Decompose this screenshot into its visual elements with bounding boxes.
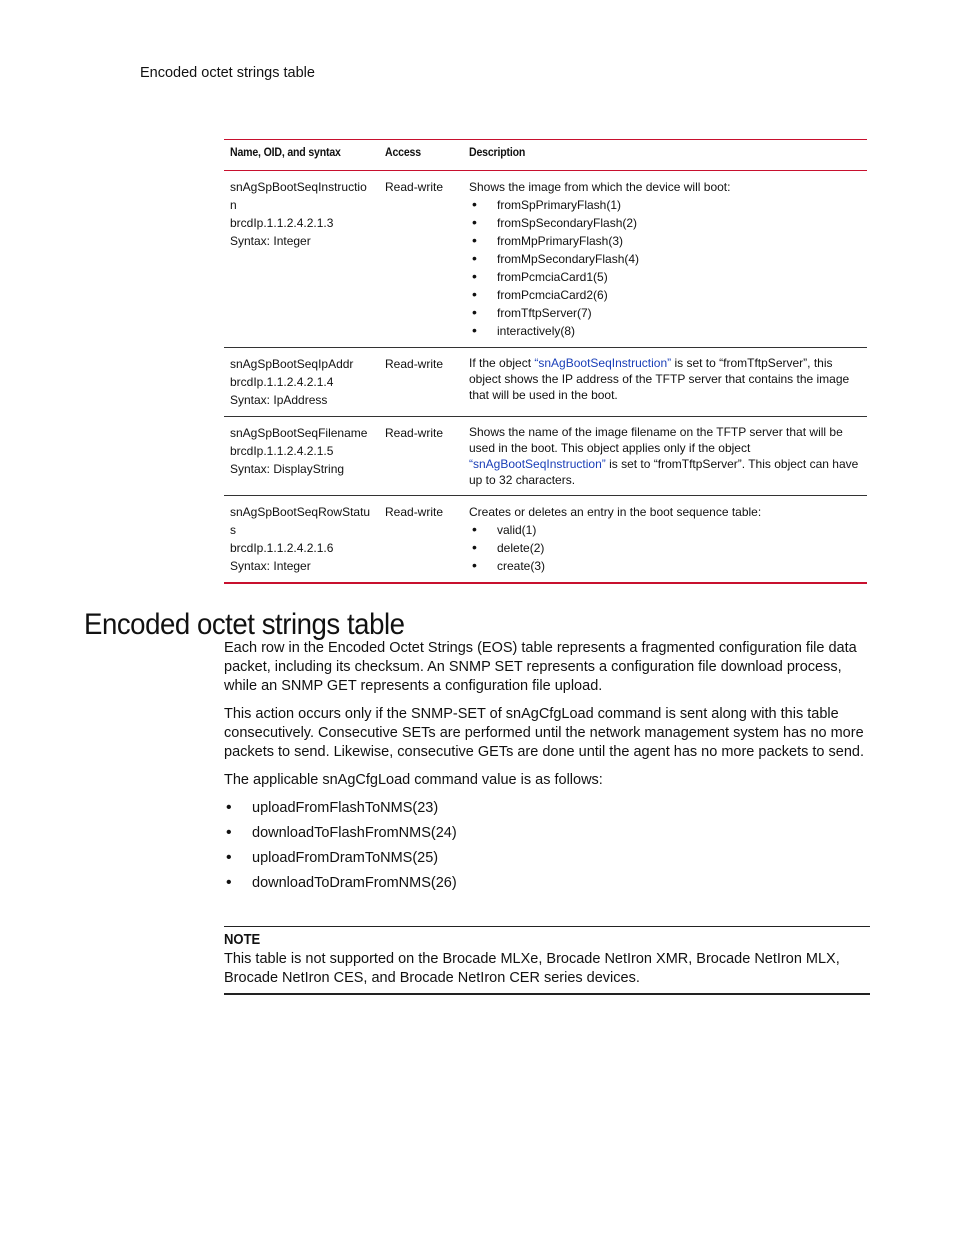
section-body	[224, 639, 870, 899]
description-cell: Shows the name of the image filename on the TFTP server that will be used in the boot. This object applies only if the object “snAgBootSeqInstruction” is set to “fromTftpServer”. This object can have up to 32 characters.	[463, 417, 867, 496]
list-item: • uploadFromDramToNMS(25)	[224, 849, 870, 874]
table-row	[224, 171, 867, 348]
value-list	[469, 196, 861, 340]
list-item: • uploadFromFlashToNMS(23)	[224, 799, 870, 824]
column-header-access: Access	[379, 140, 463, 171]
list-item: • fromMpSecondaryFlash(4)	[469, 250, 861, 268]
object-name: snAgSpBootSeqRowStatus	[230, 505, 371, 537]
mib-object-table	[224, 139, 867, 584]
object-oid: brcdIp.1.1.2.4.2.1.6	[230, 541, 334, 555]
object-syntax: Syntax: Integer	[230, 234, 311, 248]
object-name: snAgSpBootSeqFilename	[230, 426, 368, 440]
description-text: Creates or deletes an entry in the boot sequence table:	[469, 505, 762, 519]
object-oid: brcdIp.1.1.2.4.2.1.5	[230, 444, 334, 458]
section-title: Encoded octet strings table	[84, 608, 405, 642]
list-item: • fromPcmciaCard1(5)	[469, 268, 861, 286]
list-item: • downloadToFlashFromNMS(24)	[224, 824, 870, 849]
object-syntax: Syntax: DisplayString	[230, 462, 345, 476]
command-value-list	[224, 799, 870, 899]
table-header-row	[224, 140, 867, 171]
column-header-name: Name, OID, and syntax	[224, 140, 379, 171]
list-item: • fromMpPrimaryFlash(3)	[469, 232, 861, 250]
paragraph: This action occurs only if the SNMP-SET of snAgCfgLoad command is sent along with this table consecutively. Consecutive SETs are performed until the network management system has no more packets to send. Likewise, consecutive GETs are done until the agent has no more packets to send.	[224, 706, 864, 760]
list-item: • downloadToDramFromNMS(26)	[224, 874, 870, 899]
paragraph: The applicable snAgCfgLoad command value is as follows:	[224, 772, 603, 788]
object-syntax: Syntax: Integer	[230, 559, 311, 573]
list-item: • fromPcmciaCard2(6)	[469, 286, 861, 304]
column-header-description: Description	[463, 140, 867, 171]
object-link[interactable]: “snAgBootSeqInstruction”	[469, 457, 606, 471]
object-link[interactable]: “snAgBootSeqInstruction”	[534, 356, 672, 370]
running-header: Encoded octet strings table	[140, 65, 315, 81]
access-cell: Read-write	[379, 171, 463, 348]
note-text: This table is not supported on the Brocade MLXe, Brocade NetIron XMR, Brocade NetIron MLX, Brocade NetIron CES, and Brocade NetIron CER series devices.	[224, 951, 840, 986]
list-item: • fromSpPrimaryFlash(1)	[469, 196, 861, 214]
list-item: • fromSpSecondaryFlash(2)	[469, 214, 861, 232]
list-item: • interactively(8)	[469, 322, 861, 340]
access-cell: Read-write	[379, 417, 463, 496]
note-label: NOTE	[224, 932, 261, 948]
object-syntax: Syntax: IpAddress	[230, 393, 328, 407]
paragraph: Each row in the Encoded Octet Strings (EOS) table represents a fragmented configuration file data packet, including its checksum. An SNMP SET represents a configuration file download process, while an SNMP GET represents a configuration file upload.	[224, 640, 857, 694]
access-cell: Read-write	[379, 348, 463, 417]
table-row	[224, 348, 867, 417]
object-oid: brcdIp.1.1.2.4.2.1.3	[230, 216, 334, 230]
access-cell: Read-write	[379, 496, 463, 584]
list-item: • create(3)	[469, 557, 861, 575]
description-cell: If the object “snAgBootSeqInstruction” is set to “fromTftpServer”, this object shows the IP address of the TFTP server that contains the image that will be used in the boot.	[463, 348, 867, 417]
table-row	[224, 496, 867, 584]
table-row	[224, 417, 867, 496]
value-list	[469, 521, 861, 575]
note-box	[224, 926, 870, 995]
object-oid: brcdIp.1.1.2.4.2.1.4	[230, 375, 334, 389]
object-name: snAgSpBootSeqInstruction	[230, 180, 367, 212]
list-item: • valid(1)	[469, 521, 861, 539]
list-item: • delete(2)	[469, 539, 861, 557]
description-text: Shows the image from which the device will boot:	[469, 180, 731, 194]
object-name: snAgSpBootSeqIpAddr	[230, 357, 354, 371]
list-item: • fromTftpServer(7)	[469, 304, 861, 322]
